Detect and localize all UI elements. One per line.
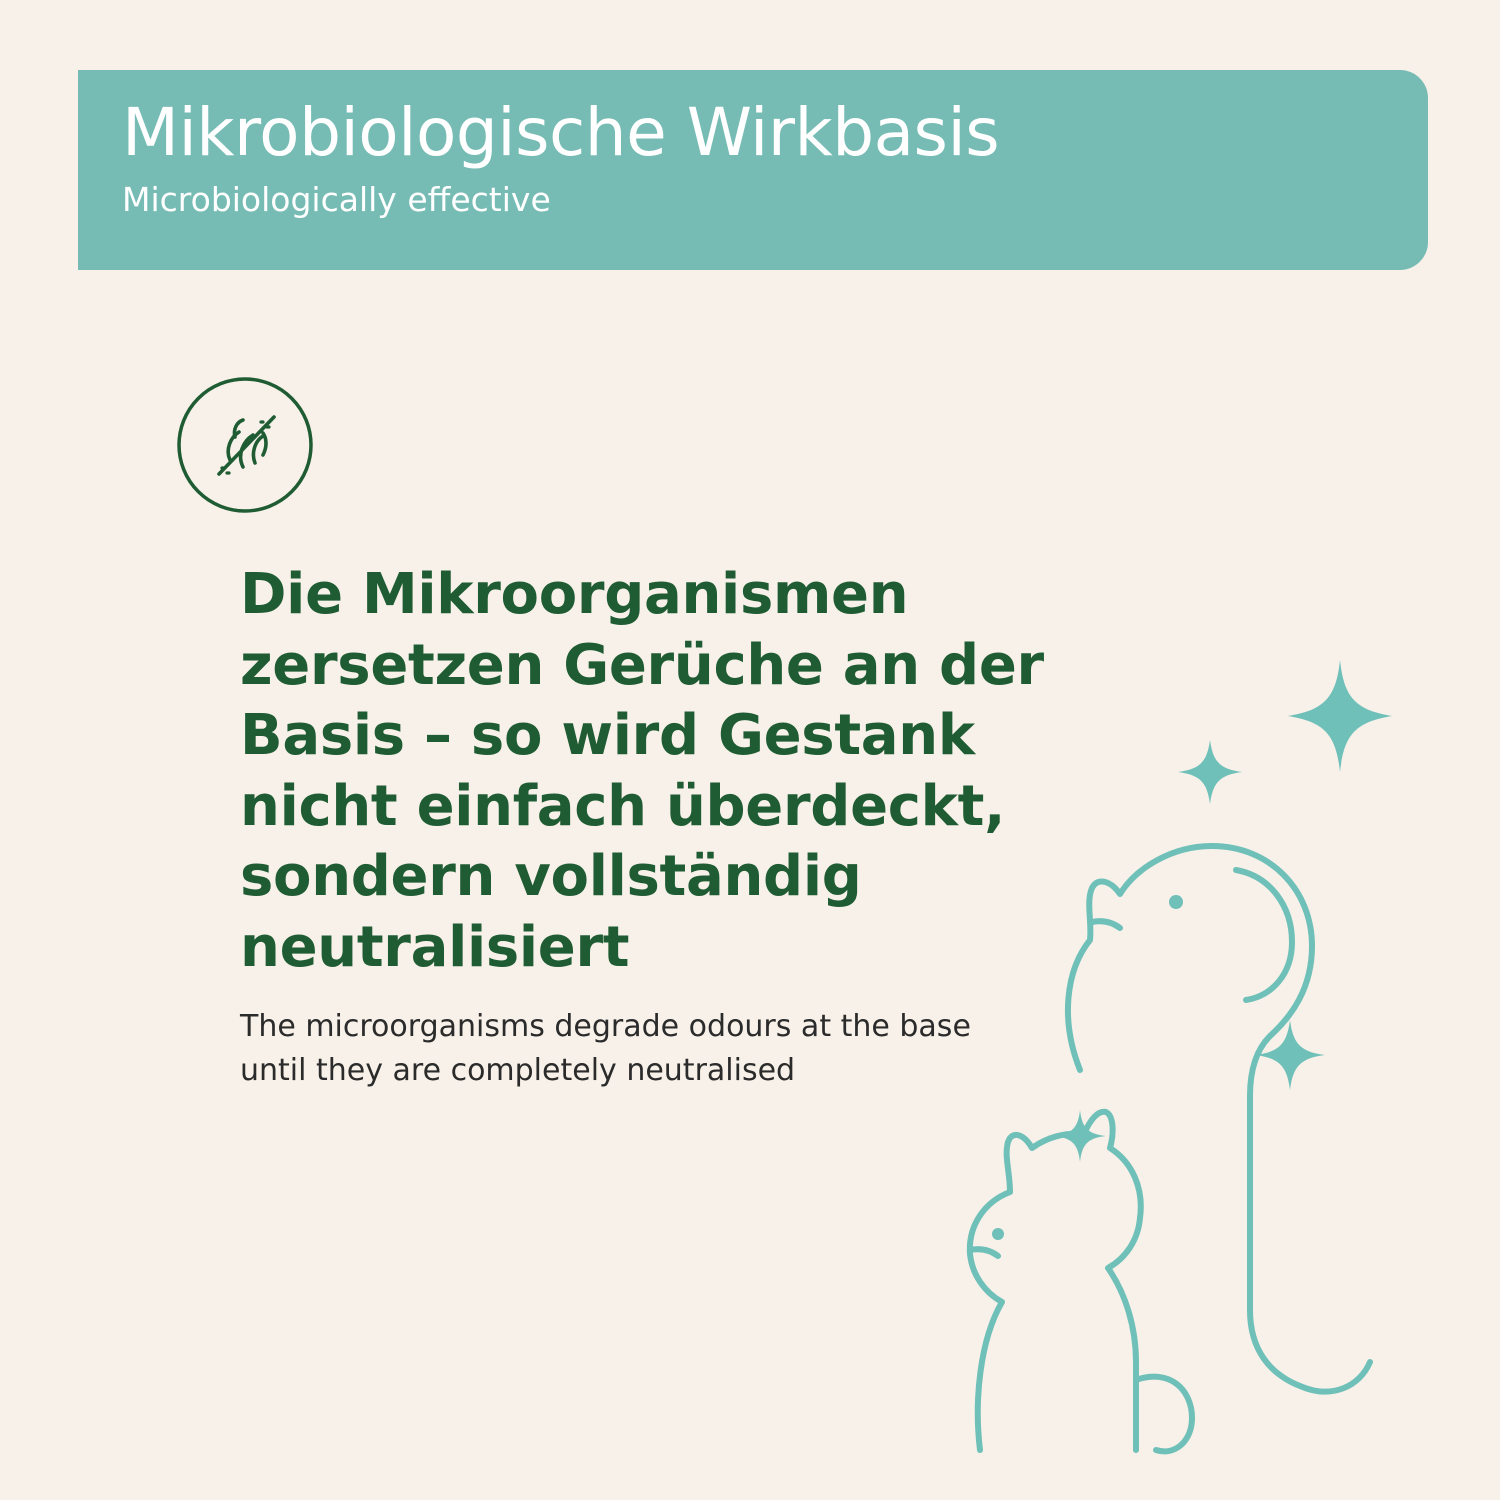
headline-en: The microorganisms degrade odours at the base until they are completely neutralised [240, 1009, 971, 1088]
cat-outline-icon [970, 1112, 1192, 1452]
header-banner [78, 70, 1428, 270]
banner-title: Mikrobiologische Wirkbasis [122, 94, 1000, 171]
banner-subtitle: Microbiologically effective [122, 179, 551, 219]
sparkle-icon [1054, 660, 1392, 1162]
text-block [240, 560, 1060, 1092]
dog-outline-icon [1068, 846, 1370, 1392]
no-bacteria-icon [175, 375, 315, 515]
headline-de: Die Mikroorganismen zersetzen Gerüche an der Basis – so wird Gestank nicht einfach überdeckt, sondern vollständig neutralisiert [240, 562, 1044, 980]
